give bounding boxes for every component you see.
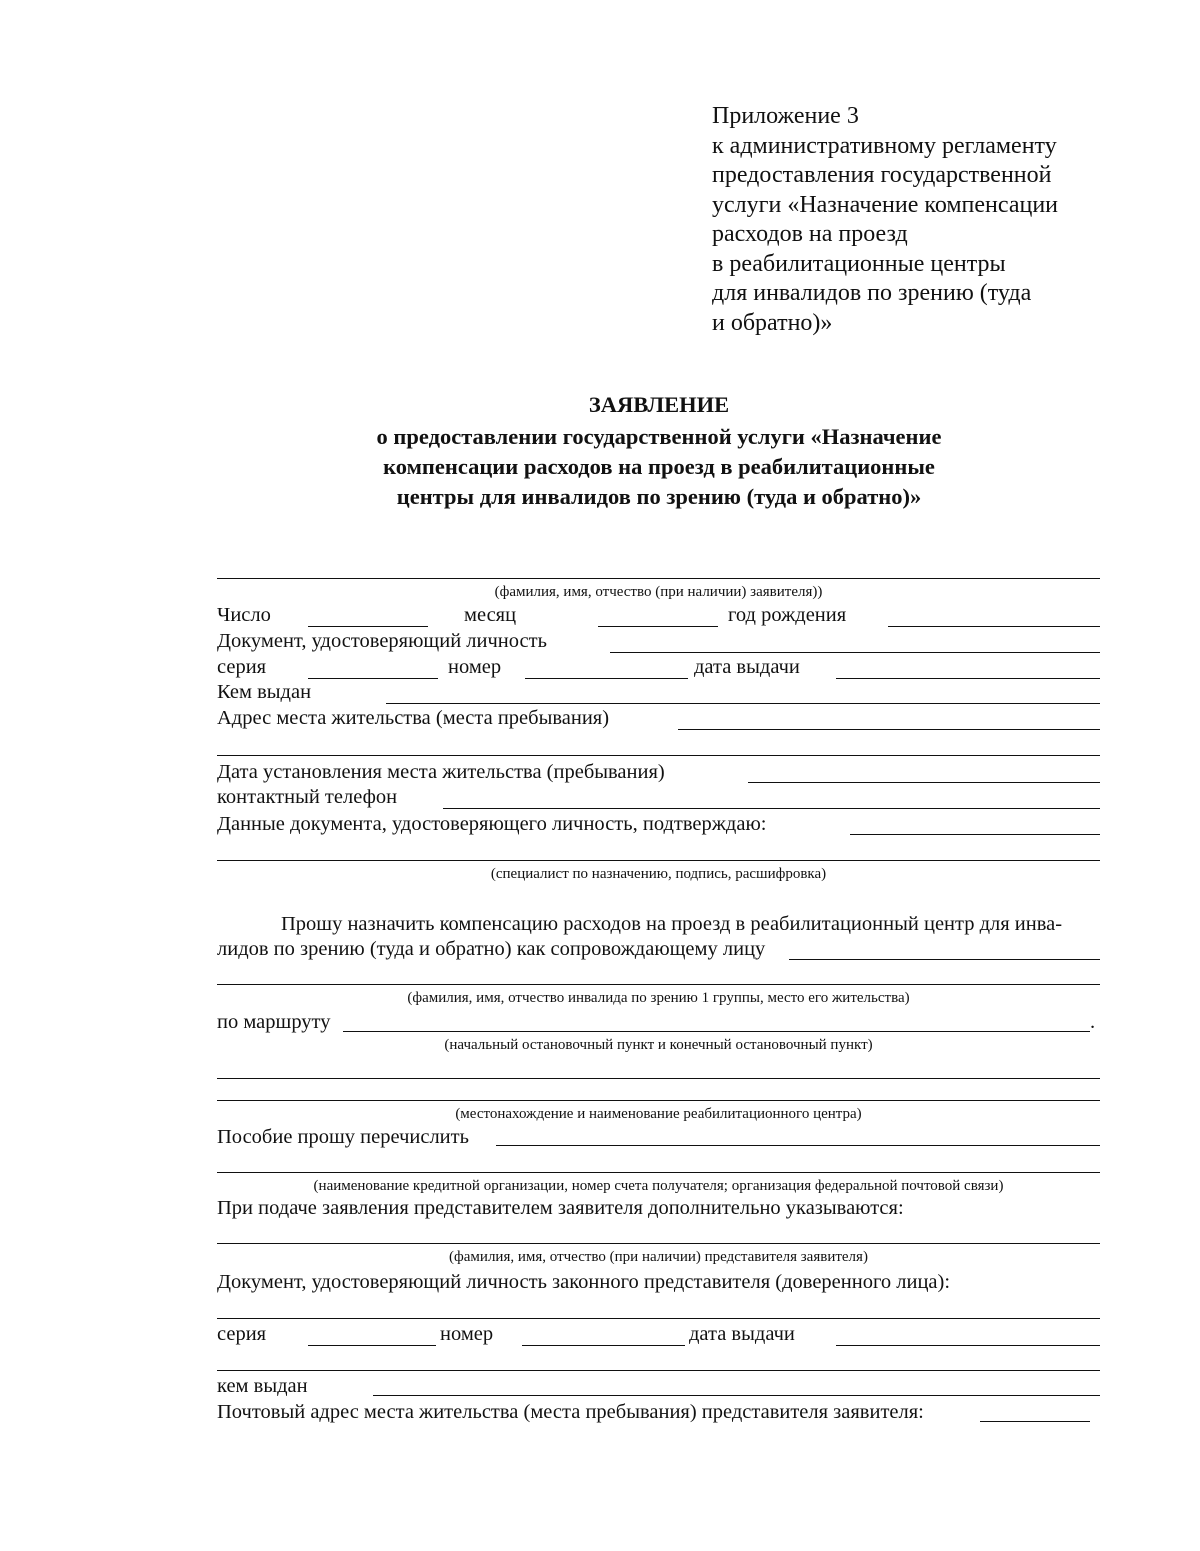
applicant-name-caption: (фамилия, имя, отчество (при наличии) заявителя)) — [494, 584, 823, 600]
appendix-line: к административному регламенту — [712, 132, 1057, 159]
id-document-label: Документ, удостоверяющий личность — [217, 630, 547, 652]
rehab-center-field[interactable] — [217, 1078, 1100, 1079]
rep-address-field[interactable] — [980, 1421, 1090, 1422]
request-line2: лидов по зрению (туда и обратно) как сопровождающему лицу — [217, 938, 766, 960]
representative-caption: (фамилия, имя, отчество (при наличии) представителя заявителя) — [449, 1249, 868, 1265]
specialist-caption: (специалист по назначению, подпись, расшифровка) — [490, 866, 827, 882]
rep-issue-date-field[interactable] — [836, 1345, 1100, 1346]
rehab-center-caption: (местонахождение и наименование реабилитационного центра) — [455, 1106, 862, 1122]
bank-caption: (наименование кредитной организации, номер счета получателя; организация федеральной почтовой связи) — [313, 1178, 1004, 1194]
rep-series-field[interactable] — [308, 1345, 436, 1346]
issue-date-label: дата выдачи — [694, 656, 800, 678]
route-period: . — [1090, 1011, 1096, 1033]
route-field[interactable] — [343, 1031, 1090, 1032]
appendix-block — [712, 102, 1058, 338]
rep-issue-date-label: дата выдачи — [689, 1323, 795, 1345]
transfer-field[interactable] — [496, 1145, 1100, 1146]
appendix-line: Приложение 3 — [712, 103, 859, 129]
appendix-line: и обратно)» — [712, 309, 833, 336]
rep-document-label: Документ, удостоверяющий личность законного представителя (доверенного лица): — [217, 1271, 951, 1293]
issued-by-field[interactable] — [386, 703, 1100, 704]
address-field-continued[interactable] — [217, 755, 1100, 756]
document-title: ЗАЯВЛЕНИЕ — [588, 392, 730, 417]
bank-field[interactable] — [217, 1172, 1100, 1173]
companion-field[interactable] — [789, 959, 1100, 960]
address-field[interactable] — [678, 729, 1100, 730]
issued-by-label: Кем выдан — [217, 681, 312, 703]
route-caption: (начальный остановочный пункт и конечный остановочный пункт) — [444, 1037, 873, 1053]
series-field[interactable] — [308, 678, 438, 679]
phone-label: контактный телефон — [217, 786, 398, 808]
appendix-line: предоставления государственной — [712, 162, 1052, 188]
confirm-label: Данные документа, удостоверяющего личность, подтверждаю: — [217, 813, 767, 835]
day-label: Число — [217, 604, 271, 626]
rep-number-label: номер — [440, 1323, 494, 1345]
transfer-label: Пособие прошу перечислить — [217, 1126, 469, 1148]
rep-extra-field[interactable] — [217, 1370, 1100, 1371]
representative-note: При подаче заявления представителем заявителя дополнительно указываются: — [217, 1197, 904, 1219]
disabled-person-field[interactable] — [217, 984, 1100, 985]
rep-number-field[interactable] — [522, 1345, 685, 1346]
document-subtitle-line3: центры для инвалидов по зрению (туда и обратно)» — [396, 484, 922, 509]
rep-series-label: серия — [217, 1323, 267, 1345]
appendix-line: расходов на проезд — [712, 221, 908, 247]
request-line1: Прошу назначить компенсацию расходов на проезд в реабилитационный центр для инва- — [281, 913, 1063, 935]
series-label: серия — [217, 656, 267, 678]
address-label: Адрес места жительства (места пребывания) — [217, 707, 610, 729]
rehab-center-field-continued[interactable] — [217, 1100, 1100, 1101]
rep-document-field[interactable] — [217, 1318, 1100, 1319]
number-field[interactable] — [525, 678, 688, 679]
route-label: по маршруту — [217, 1011, 331, 1033]
id-document-field[interactable] — [610, 652, 1100, 653]
issue-date-field[interactable] — [836, 678, 1100, 679]
appendix-line: для инвалидов по зрению (туда — [712, 280, 1032, 306]
disabled-person-caption: (фамилия, имя, отчество инвалида по зрению 1 группы, место его жительства) — [407, 990, 910, 1006]
residence-date-label: Дата установления места жительства (пребывания) — [217, 761, 665, 783]
phone-field[interactable] — [443, 808, 1100, 809]
applicant-name-field[interactable] — [217, 578, 1100, 579]
document-subtitle-line1: о предоставлении государственной услуги «Назначение — [376, 424, 942, 449]
day-field[interactable] — [308, 626, 428, 627]
appendix-line: в реабилитационные центры — [712, 250, 1006, 277]
residence-date-field[interactable] — [748, 782, 1100, 783]
rep-issued-by-label: кем выдан — [217, 1375, 308, 1397]
month-field[interactable] — [598, 626, 718, 627]
rep-issued-by-field[interactable] — [373, 1395, 1100, 1396]
number-label: номер — [448, 656, 502, 678]
birth-year-label: год рождения — [728, 604, 847, 626]
specialist-signature-field[interactable] — [217, 860, 1100, 861]
confirm-field[interactable] — [850, 834, 1100, 835]
representative-name-field[interactable] — [217, 1243, 1100, 1244]
document-subtitle-line2: компенсации расходов на проезд в реабилитационные — [383, 454, 935, 479]
birth-year-field[interactable] — [888, 626, 1100, 627]
appendix-line: услуги «Назначение компенсации — [712, 191, 1059, 218]
rep-address-label: Почтовый адрес места жительства (места пребывания) представителя заявителя: — [217, 1401, 924, 1423]
month-label: месяц — [464, 604, 517, 626]
